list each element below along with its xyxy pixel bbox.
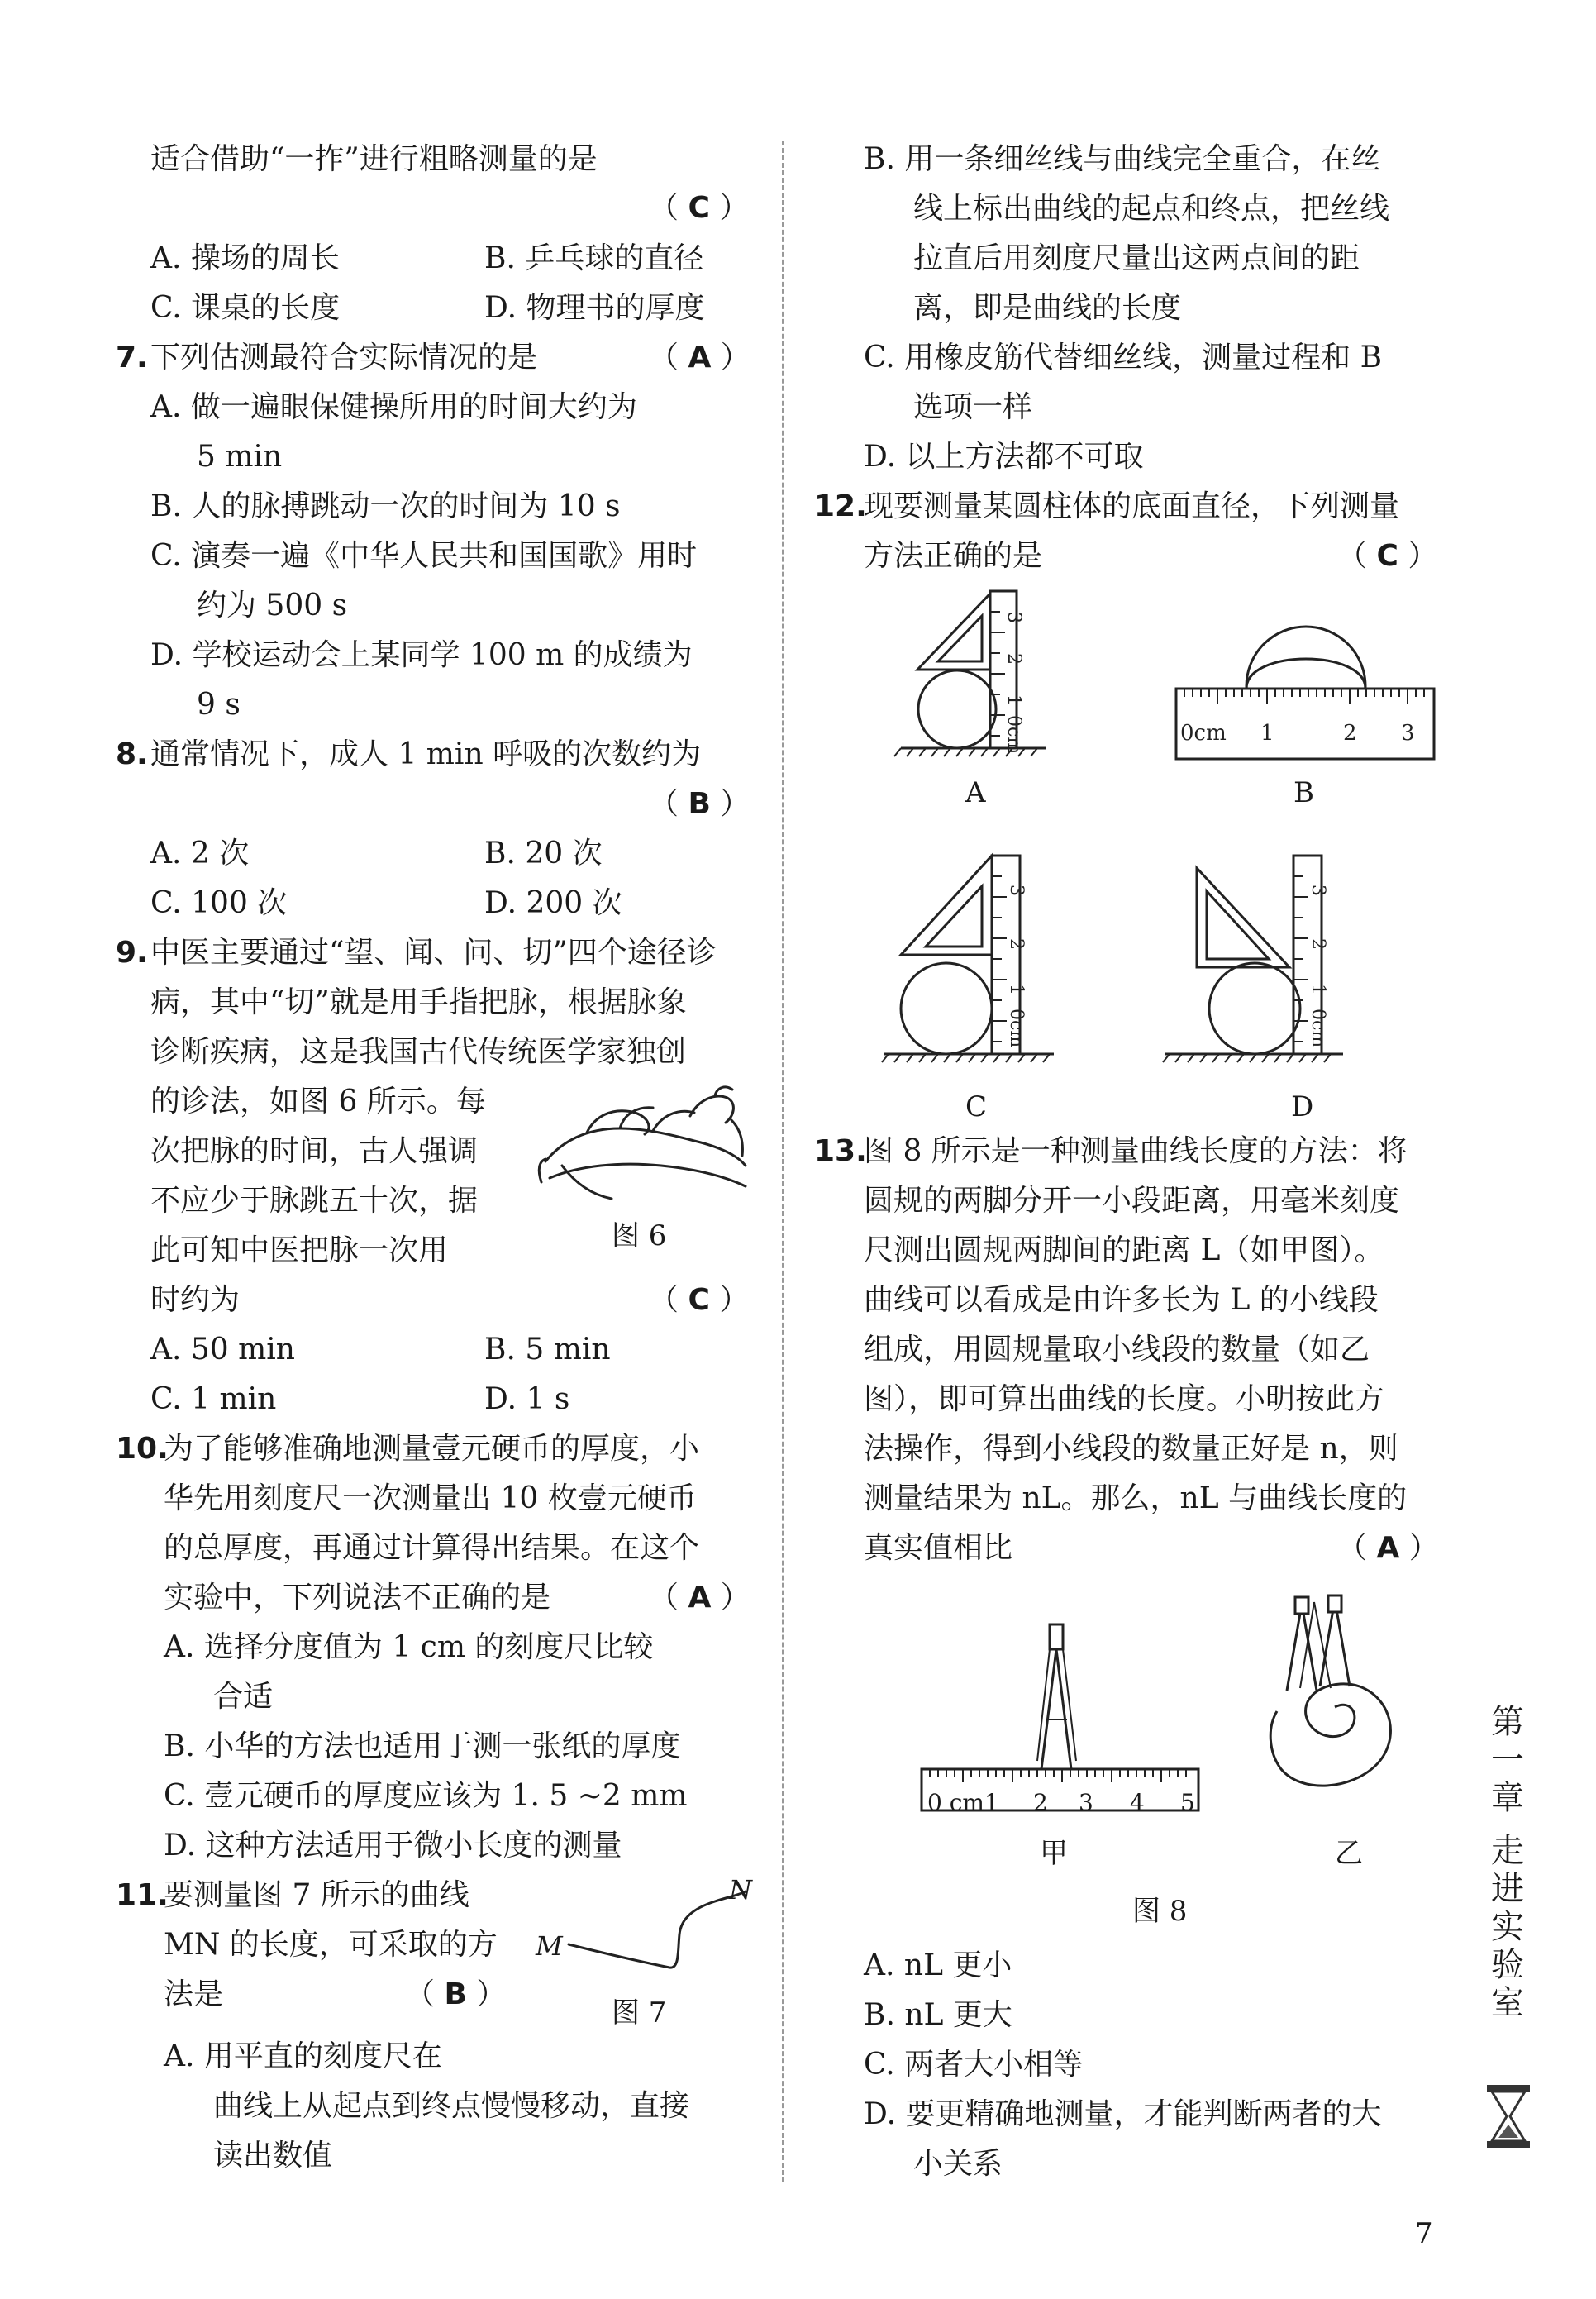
q7-option-a: A. 做一遍眼保健操所用的时间大约为 <box>150 390 637 424</box>
q7-option-c: C. 演奏一遍《中华人民共和国国歌》用时 <box>150 539 698 573</box>
q13-line-9: 真实值相比 <box>864 1531 1013 1565</box>
q9-line-4: 的诊法，如图 6 所示。每 <box>150 1085 486 1118</box>
q7-option-c-cont: 约为 500 s <box>197 589 348 622</box>
figure-8-ruler-label-4: 4 <box>1130 1789 1145 1816</box>
q11-option-b-cont-2: 拉直后用刻度尺量出这两点间的距 <box>913 241 1360 275</box>
q9-line-1: 中医主要通过“望、闻、问、切”四个途径诊 <box>150 936 717 970</box>
figure-8-ruler-label-2: 2 <box>1033 1789 1048 1816</box>
q13-option-b: B. nL 更大 <box>864 1998 1012 2032</box>
q7-option-d-cont: 9 s <box>197 688 241 722</box>
column-divider <box>782 141 784 2182</box>
q12-figure-d <box>1157 851 1355 1066</box>
figure-6-caption: 图 6 <box>612 1219 667 1252</box>
q12-fig-label-c: C <box>965 1090 988 1123</box>
q11-answer: （ B ） <box>405 1977 507 2011</box>
side-tab-char-3: 章 <box>1491 1779 1524 1817</box>
q13-option-a: A. nL 更小 <box>864 1948 1012 1982</box>
q12-a-tick-3: 3 <box>1003 612 1024 623</box>
figure-8-sub-jia: 甲 <box>1040 1837 1068 1870</box>
q11-option-a: A. 用平直的刻度尺在 <box>164 2039 442 2073</box>
q6-option-c: C. 课桌的长度 <box>150 291 341 325</box>
q8-answer: （ B ） <box>649 787 750 821</box>
q11-number: 11. <box>116 1878 169 1912</box>
q12-fig-label-d: D <box>1291 1090 1314 1123</box>
q11-option-d: D. 以上方法都不可取 <box>864 440 1144 474</box>
q13-line-4: 曲线可以看成是由许多长为 L 的小线段 <box>864 1283 1379 1317</box>
q12-d-tick-2: 2 <box>1308 938 1328 950</box>
q10-option-a-cont: 合适 <box>213 1680 274 1714</box>
q11-option-b: B. 用一条细丝线与曲线完全重合，在丝 <box>864 142 1381 176</box>
q7-number: 7. <box>116 341 148 374</box>
side-tab-char-5: 进 <box>1491 1870 1524 1908</box>
q11-option-a-cont-2: 读出数值 <box>213 2139 333 2173</box>
q12-c-tick-3: 3 <box>1006 885 1027 896</box>
q9-line-5: 次把脉的时间，古人强调 <box>150 1134 479 1168</box>
q13-line-8: 测量结果为 nL。那么，nL 与曲线长度的 <box>864 1481 1408 1515</box>
q9-option-b: B. 5 min <box>484 1333 611 1367</box>
q10-number: 10. <box>116 1432 169 1466</box>
q7-option-a-cont: 5 min <box>197 440 283 474</box>
q7-answer: （ A ） <box>649 341 750 374</box>
q12-b-unit: 0cm <box>1180 721 1227 746</box>
q10-option-c: C. 壹元硬币的厚度应该为 1. 5 ~2 mm <box>164 1779 688 1813</box>
q12-c-unit: 0cm <box>1006 1009 1027 1048</box>
q10-option-d: D. 这种方法适用于微小长度的测量 <box>164 1829 622 1863</box>
figure-8-ruler-label-3: 3 <box>1079 1789 1093 1816</box>
q10-option-a: A. 选择分度值为 1 cm 的刻度尺比较 <box>164 1630 654 1664</box>
side-tab-char-4: 走 <box>1491 1832 1524 1870</box>
q13-line-3: 尺测出圆规两脚间的距离 L（如甲图）。 <box>864 1233 1384 1267</box>
hourglass-icon <box>1484 2083 1533 2149</box>
q13-option-c: C. 两者大小相等 <box>864 2048 1084 2082</box>
q10-line-2: 华先用刻度尺一次测量出 10 枚壹元硬币 <box>164 1481 697 1515</box>
q11-option-a-cont-1: 曲线上从起点到终点慢慢移动，直接 <box>213 2089 690 2123</box>
q9-option-a: A. 50 min <box>150 1333 295 1367</box>
q12-a-tick-1: 1 <box>1003 694 1024 706</box>
q6-option-d: D. 物理书的厚度 <box>484 291 705 325</box>
q12-a-tick-2: 2 <box>1003 653 1024 665</box>
q12-c-tick-1: 1 <box>1006 984 1027 995</box>
q9-option-d: D. 1 s <box>484 1382 570 1416</box>
page-number: 7 <box>1415 2217 1433 2250</box>
q10-line-1: 为了能够准确地测量壹元硬币的厚度，小 <box>164 1432 700 1466</box>
q7-option-b: B. 人的脉搏跳动一次的时间为 10 s <box>150 489 621 523</box>
q9-line-2: 病，其中“切”就是用手指把脉，根据脉象 <box>150 985 687 1019</box>
q11-option-b-cont-1: 线上标出曲线的起点和终点，把丝线 <box>913 192 1390 226</box>
figure-8-ruler-label-5: 5 <box>1180 1789 1195 1816</box>
q13-option-d-cont: 小关系 <box>913 2147 1003 2181</box>
q9-line-3: 诊断疾病，这是我国古代传统医学家独创 <box>150 1035 687 1069</box>
q10-line-3: 的总厚度，再通过计算得出结果。在这个 <box>164 1531 700 1565</box>
q12-d-unit: 0cm <box>1308 1009 1328 1048</box>
q6-answer: （ C ） <box>649 191 750 225</box>
q9-number: 9. <box>116 936 148 970</box>
q13-option-d: D. 要更精确地测量，才能判断两者的大 <box>864 2097 1382 2131</box>
figure-7-caption: 图 7 <box>612 1996 667 2030</box>
q11-option-c-cont: 选项一样 <box>913 390 1033 424</box>
q8-option-a: A. 2 次 <box>150 837 250 870</box>
figure-6-pulse-illustration <box>529 1083 752 1207</box>
q8-option-b: B. 20 次 <box>484 837 603 870</box>
figure-8-caption: 图 8 <box>1132 1895 1188 1928</box>
q12-answer: （ C ） <box>1337 539 1438 573</box>
chapter-side-tab <box>1479 1703 1536 2022</box>
q13-line-6: 图），即可算出曲线的长度。小明按此方 <box>864 1382 1385 1416</box>
q9-line-7: 此可知中医把脉一次用 <box>150 1233 449 1267</box>
side-tab-char-2: 一 <box>1491 1741 1524 1779</box>
figure-8-yi-compass-spiral <box>1260 1595 1417 1827</box>
q12-d-tick-3: 3 <box>1308 885 1328 896</box>
q12-figure-c <box>876 851 1066 1066</box>
q8-option-d: D. 200 次 <box>484 886 622 920</box>
figure-8-sub-yi: 乙 <box>1335 1837 1363 1870</box>
q7-stem: 下列估测最符合实际情况的是 <box>150 341 538 374</box>
q13-answer: （ A ） <box>1337 1531 1439 1565</box>
q7-option-d: D. 学校运动会上某同学 100 m 的成绩为 <box>150 638 693 672</box>
q9-line-8: 时约为 <box>150 1283 241 1317</box>
side-tab-char-6: 实 <box>1491 1908 1524 1946</box>
q12-line-1: 现要测量某圆柱体的底面直径，下列测量 <box>864 489 1400 523</box>
q10-line-4: 实验中，下列说法不正确的是 <box>164 1581 551 1615</box>
q13-line-7: 法操作，得到小线段的数量正好是 n，则 <box>864 1432 1398 1466</box>
q10-answer: （ A ） <box>649 1581 750 1615</box>
q6-option-b: B. 乒乓球的直径 <box>484 241 704 275</box>
q12-figure-b <box>1174 624 1438 769</box>
q13-line-5: 组成，用圆规量取小线段的数量（如乙 <box>864 1333 1370 1367</box>
q12-a-unit: 0cm <box>1003 715 1024 755</box>
q12-number: 12. <box>814 489 867 523</box>
q12-d-tick-1: 1 <box>1308 984 1328 995</box>
q10-option-b: B. 小华的方法也适用于测一张纸的厚度 <box>164 1729 681 1763</box>
side-tab-char-1: 第 <box>1491 1703 1524 1741</box>
q12-fig-label-a: A <box>965 776 986 809</box>
q9-answer: （ C ） <box>649 1283 750 1317</box>
q13-line-2: 圆规的两脚分开一小段距离，用毫米刻度 <box>864 1184 1400 1218</box>
q8-option-c: C. 100 次 <box>150 886 288 920</box>
q11-option-b-cont-3: 离，即是曲线的长度 <box>913 291 1182 325</box>
q6-option-a: A. 操场的周长 <box>150 241 340 275</box>
q12-figure-a <box>893 587 1058 761</box>
side-tab-char-8: 室 <box>1491 1984 1524 2022</box>
q11-line-1: 要测量图 7 所示的曲线 <box>164 1878 469 1912</box>
q12-c-tick-2: 2 <box>1006 938 1027 950</box>
q6-stem: 适合借助“一拃”进行粗略测量的是 <box>150 142 598 176</box>
q12-b-tick-1: 1 <box>1260 721 1274 746</box>
figure-7-label-m: M <box>536 1930 563 1962</box>
figure-7-curve-mn <box>529 1874 760 1976</box>
q12-fig-label-b: B <box>1293 776 1314 809</box>
q13-line-1: 图 8 所示是一种测量曲线长度的方法：将 <box>864 1134 1408 1168</box>
q12-b-tick-3: 3 <box>1401 721 1415 746</box>
figure-8-ruler-label-0: 0 cm1 <box>927 1789 999 1816</box>
side-tab-char-7: 验 <box>1491 1946 1524 1984</box>
q12-line-2: 方法正确的是 <box>864 539 1043 573</box>
q11-option-c: C. 用橡皮筋代替细丝线，测量过程和 B <box>864 341 1383 374</box>
q8-stem: 通常情况下，成人 1 min 呼吸的次数约为 <box>150 737 702 771</box>
q9-option-c: C. 1 min <box>150 1382 277 1416</box>
q8-number: 8. <box>116 737 148 771</box>
figure-7-label-n: N <box>729 1874 752 1905</box>
q11-line-2: MN 的长度，可采取的方 <box>164 1928 498 1962</box>
q12-b-tick-2: 2 <box>1343 721 1357 746</box>
q11-line-3: 法是 <box>164 1977 224 2011</box>
q9-line-6: 不应少于脉跳五十次，据 <box>150 1184 479 1218</box>
q13-number: 13. <box>814 1134 867 1168</box>
